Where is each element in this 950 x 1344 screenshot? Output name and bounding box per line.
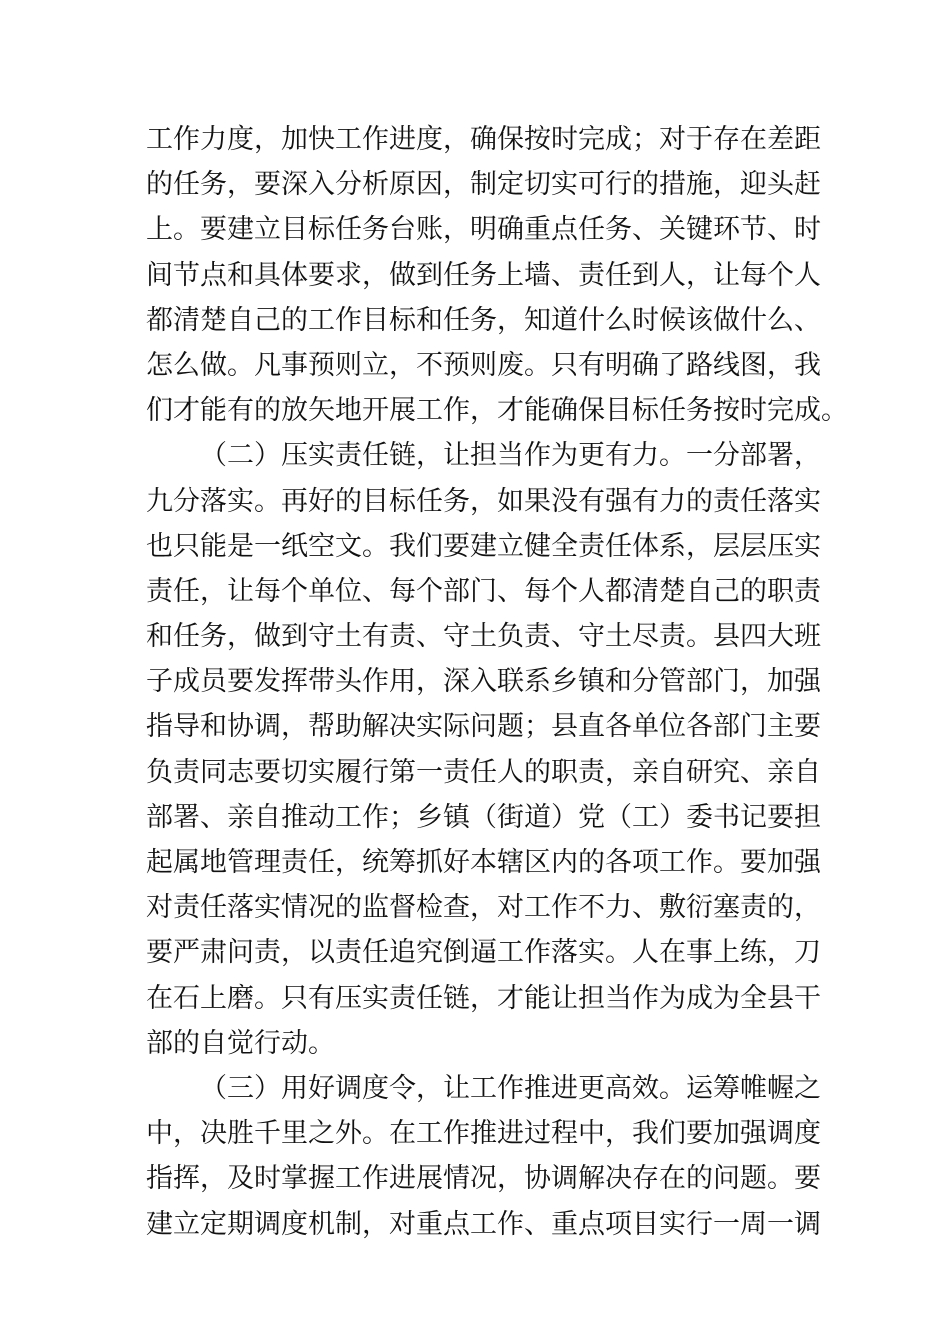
- text-line: 建立定期调度机制，对重点工作、重点项目实行一周一调: [146, 1208, 821, 1240]
- text-line: 责任，让每个单位、每个部门、每个人都清楚自己的职责: [146, 575, 821, 607]
- paragraph-heading-line: （二）压实责任链，让担当作为更有力。一分部署，: [200, 440, 821, 472]
- text-line: 指导和协调，帮助解决实际问题；县直各单位各部门主要: [146, 711, 821, 743]
- text-line: 也只能是一纸空文。我们要建立健全责任体系，层层压实: [146, 530, 821, 562]
- text-line: 工作力度，加快工作进度，确保按时完成；对于存在差距: [146, 124, 821, 155]
- text-line: 部的自觉行动。: [146, 1027, 335, 1059]
- text-line: 在石上磨。只有压实责任链，才能让担当作为成为全县干: [146, 982, 821, 1014]
- text-line: 负责同志要切实履行第一责任人的职责，亲自研究、亲自: [146, 756, 821, 788]
- body-text: [146, 117, 848, 1247]
- text-line: 部署、亲自推动工作；乡镇（街道）党（工）委书记要担: [146, 801, 821, 833]
- text-line: 要严肃问责，以责任追究倒逼工作落实。人在事上练，刀: [146, 937, 821, 969]
- text-line: 对责任落实情况的监督检查，对工作不力、敷衍塞责的，: [146, 892, 821, 924]
- paragraph-heading-line: （三）用好调度令，让工作推进更高效。运筹帷幄之: [200, 1072, 821, 1104]
- text-line: 上。要建立目标任务台账，明确重点任务、关键环节、时: [146, 214, 821, 246]
- text-line: 起属地管理责任，统筹抓好本辖区内的各项工作。要加强: [146, 847, 821, 878]
- text-line: 子成员要发挥带头作用，深入联系乡镇和分管部门，加强: [146, 666, 821, 698]
- text-line: 们才能有的放矢地开展工作，才能确保目标任务按时完成。: [146, 395, 848, 427]
- text-line: 怎么做。凡事预则立，不预则废。只有明确了路线图，我: [146, 349, 821, 381]
- text-line: 九分落实。再好的目标任务，如果没有强有力的责任落实: [146, 485, 821, 517]
- text-line: 间节点和具体要求，做到任务上墙、责任到人，让每个人: [146, 259, 821, 291]
- text-line: 和任务，做到守土有责、守土负责、守土尽责。县四大班: [146, 621, 821, 653]
- text-line: 都清楚自己的工作目标和任务，知道什么时候该做什么、: [146, 304, 821, 336]
- text-line: 指挥，及时掌握工作进展情况，协调解决存在的问题。要: [146, 1163, 821, 1195]
- text-line: 中，决胜千里之外。在工作推进过程中，我们要加强调度: [146, 1118, 821, 1150]
- text-line: 的任务，要深入分析原因，制定切实可行的措施，迎头赶: [146, 169, 821, 201]
